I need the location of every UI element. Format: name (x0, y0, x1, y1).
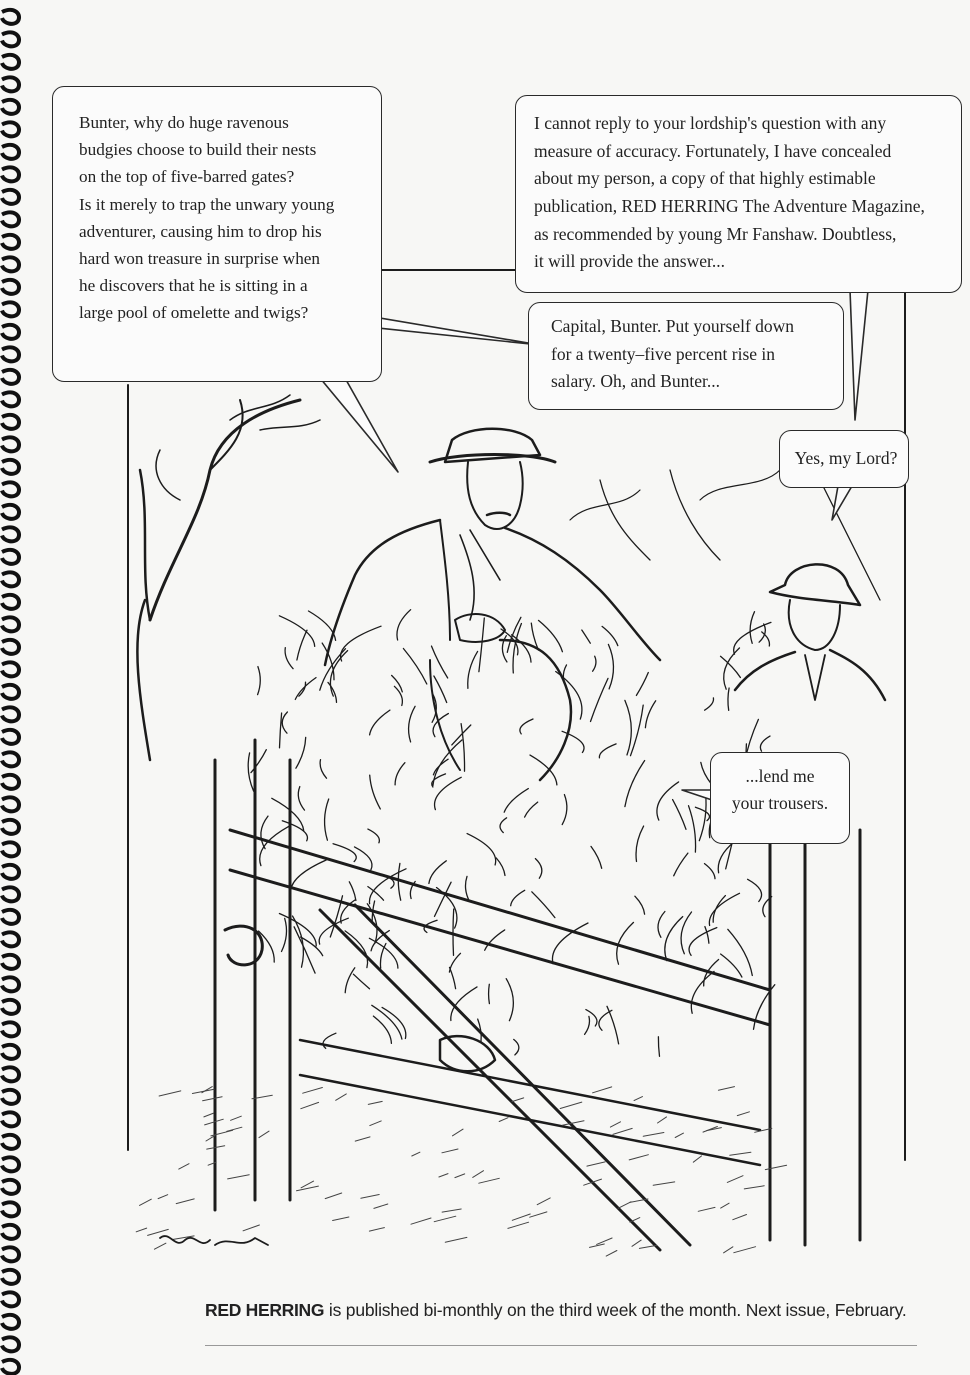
bubble-line: adventurer, causing him to drop his (79, 221, 322, 241)
publication-note (205, 1300, 925, 1321)
ground-hatch (639, 1245, 656, 1248)
ground-hatch (730, 1152, 751, 1155)
ground-hatch (537, 1198, 550, 1205)
ground-hatch (606, 1251, 617, 1257)
bubble-line: I cannot reply to your lordship's question with any (534, 113, 887, 133)
bush-stroke (552, 923, 588, 964)
ground-hatch (718, 1087, 734, 1091)
ground-hatch (634, 1097, 642, 1101)
bubble-line: he discovers that he is sitting in a (79, 276, 308, 296)
bush-stroke (280, 713, 282, 748)
footer-divider (205, 1345, 917, 1346)
ground-hatch (734, 1247, 756, 1253)
bush-stroke (721, 954, 742, 977)
ground-hatch (154, 1243, 166, 1249)
ground-hatch (434, 1216, 456, 1222)
brand-name: RED HERRING (205, 1300, 325, 1320)
bush-stroke (432, 646, 448, 678)
ground-hatch (336, 1094, 347, 1100)
bush-stroke (636, 826, 644, 861)
bush-stroke (496, 858, 505, 876)
bush-stroke (370, 775, 381, 809)
ground-hatch (727, 1176, 743, 1183)
bush-stroke (341, 626, 381, 661)
ground-hatch (361, 1195, 379, 1199)
ground-hatch (508, 1222, 529, 1228)
bubble-line: about my person, a copy of that highly estimable (534, 168, 876, 189)
ground-hatch (512, 1214, 530, 1220)
ground-hatch (301, 1102, 319, 1108)
bush-stroke (514, 1039, 519, 1055)
publication-schedule: is published bi-monthly on the third week of the month. Next issue, February. (324, 1300, 907, 1320)
ground-hatch (744, 1186, 764, 1189)
bubble-line: on the top of five-barred gates? (79, 167, 295, 187)
bush-stroke (532, 892, 555, 918)
bush-stroke (333, 844, 356, 862)
ground-hatch (243, 1225, 259, 1231)
bush-stroke (593, 656, 596, 671)
ground-hatch (698, 1207, 715, 1211)
bush-stroke (449, 953, 460, 972)
bush-stroke (468, 651, 478, 688)
bush-stroke (713, 896, 725, 923)
bush-stroke (429, 861, 446, 884)
bubble-line: Capital, Bunter. Put yourself down (551, 316, 795, 336)
ground-hatch (442, 1209, 461, 1212)
bush-stroke (298, 787, 304, 811)
bush-stroke (525, 802, 538, 817)
ground-hatch (499, 1118, 508, 1122)
ground-hatch (587, 1162, 605, 1166)
bush-stroke (636, 673, 648, 696)
bubble-line: for a twenty–five percent rise in (551, 343, 776, 364)
ground-hatch (192, 1089, 214, 1093)
bush-stroke (520, 719, 533, 734)
bubble-line: Is it merely to trap the unwary young (79, 194, 335, 214)
ground-hatch (370, 1121, 381, 1126)
bush-stroke (591, 846, 602, 868)
bush-stroke (282, 918, 287, 951)
ground-hatch (455, 1174, 465, 1178)
bubble-line: as recommended by young Mr Fanshaw. Doubtless, (534, 223, 897, 244)
ground-hatch (613, 1128, 632, 1134)
ground-hatch (333, 1217, 349, 1221)
bubble-line: measure of accuracy. Fortunately, I have concealed (534, 140, 892, 161)
ground-hatch (259, 1131, 269, 1138)
bush-stroke (728, 688, 729, 710)
ground-hatch (411, 1218, 431, 1224)
bush-stroke (748, 879, 762, 901)
ground-hatch (355, 1137, 370, 1141)
ground-hatch (479, 1178, 500, 1183)
ground-hatch (228, 1175, 250, 1179)
ground-hatch (593, 1087, 612, 1093)
bush-stroke (403, 649, 426, 685)
ground-hatch (721, 1203, 729, 1208)
ground-hatch (618, 1202, 631, 1209)
bush-stroke (435, 777, 462, 809)
bush-stroke (461, 724, 464, 772)
ground-hatch (231, 1116, 242, 1120)
bush-stroke (689, 928, 717, 956)
bush-stroke (631, 705, 644, 756)
bush-stroke (479, 618, 484, 672)
ground-hatch (439, 1174, 448, 1177)
bush-stroke (705, 698, 714, 710)
ground-hatch (204, 1113, 214, 1117)
ground-hatch (369, 1228, 384, 1232)
ground-hatch (445, 1237, 467, 1242)
ground-hatch (301, 1181, 314, 1188)
bush-stroke (562, 795, 567, 825)
bush-stroke (506, 979, 513, 1021)
bush-stroke (705, 864, 716, 879)
bush-stroke (370, 710, 390, 735)
ground-hatch (560, 1102, 582, 1108)
bubble-line: Bunter, why do huge ravenous (79, 113, 289, 132)
bubble-line: hard won treasure in surprise when (79, 248, 321, 268)
ground-hatch (412, 1152, 420, 1156)
bush-stroke (695, 807, 709, 820)
bubble-line: budgies choose to build their nests (79, 140, 317, 160)
ground-hatch (227, 1127, 242, 1131)
bush-stroke (261, 816, 268, 849)
ground-hatch (368, 1101, 382, 1104)
bush-stroke (658, 1037, 659, 1057)
speech-bubble-bunter-yes (779, 430, 909, 488)
bush-stroke (673, 800, 686, 830)
speech-bubble-bunter-reply (515, 95, 962, 293)
ground-hatch (658, 1117, 667, 1123)
bush-stroke (272, 798, 304, 830)
bush-stroke (582, 630, 591, 643)
bush-stroke (297, 630, 307, 660)
ground-hatch (765, 1165, 786, 1169)
bush-stroke (530, 755, 557, 785)
ground-hatch (733, 1215, 747, 1220)
bush-stroke (345, 968, 355, 993)
bush-stroke (433, 714, 448, 737)
bubble-line: your trousers. (731, 793, 829, 814)
ground-hatch (512, 1098, 524, 1102)
bush-stroke (467, 834, 496, 865)
ground-hatch (675, 1133, 683, 1137)
bubble-line: publication, RED HERRING The Adventure Magazine, (534, 195, 925, 216)
bush-stroke (657, 782, 679, 820)
bush-stroke (285, 648, 293, 669)
bush-stroke (762, 632, 770, 646)
ground-hatch (629, 1155, 648, 1160)
bush-stroke (645, 701, 655, 728)
bush-stroke (539, 620, 563, 651)
ground-hatch (473, 1171, 484, 1178)
bush-stroke (602, 626, 618, 645)
ground-hatch (374, 1204, 388, 1208)
bush-stroke (625, 700, 631, 755)
bush-stroke (500, 818, 507, 833)
bush-stroke (635, 896, 645, 914)
bush-stroke (760, 736, 770, 751)
bush-stroke (320, 760, 326, 779)
bush-stroke (674, 853, 688, 876)
ground-hatch (179, 1164, 189, 1169)
bush-stroke (368, 829, 379, 843)
ground-hatch (203, 1097, 223, 1101)
bush-stroke (251, 750, 266, 773)
speech-bubble-lord-raise (528, 302, 844, 410)
bush-stroke (450, 967, 456, 988)
ground-hatch (643, 1133, 664, 1137)
bush-stroke (353, 974, 369, 989)
ground-hatch (632, 1240, 641, 1246)
bush-stroke (658, 912, 665, 938)
bush-stroke (724, 648, 740, 689)
ground-hatch (136, 1228, 147, 1232)
bush-stroke (504, 789, 528, 813)
ground-hatch (693, 1156, 701, 1162)
bush-stroke (395, 763, 405, 785)
bush-stroke (617, 922, 634, 964)
ground-hatch (303, 1088, 323, 1094)
ground-hatch (653, 1182, 675, 1185)
bush-stroke (699, 793, 706, 840)
ground-hatch (442, 1149, 458, 1153)
bush-stroke (599, 744, 616, 758)
bush-stroke (728, 929, 753, 975)
bush-stroke (258, 667, 261, 695)
bush-stroke (325, 799, 329, 840)
bush-stroke (689, 806, 696, 852)
bush-stroke (465, 876, 469, 901)
bush-stroke (397, 610, 411, 640)
bush-stroke (373, 1016, 391, 1043)
bush-stroke (591, 678, 609, 721)
bush-stroke (750, 612, 754, 644)
bush-stroke (349, 882, 356, 901)
ground-hatch (159, 1091, 181, 1096)
bubble-line: large pool of omelette and twigs? (79, 303, 309, 323)
ground-hatch (148, 1229, 169, 1235)
speech-bubble-lord-trousers (710, 752, 850, 844)
bush-stroke (282, 712, 287, 733)
bush-stroke (279, 616, 314, 647)
ground-hatch (158, 1195, 168, 1199)
bush-stroke (511, 890, 525, 905)
bush-stroke (665, 917, 683, 961)
bush-stroke (705, 927, 709, 944)
bubble-line: Yes, my Lord? (794, 448, 898, 468)
ground-hatch (140, 1199, 152, 1205)
ground-hatch (325, 1193, 342, 1199)
ground-hatch (610, 1122, 620, 1127)
bush-stroke (453, 909, 454, 955)
speech-bubble-lord-question (52, 86, 382, 382)
bush-stroke (409, 706, 416, 742)
ground-hatch (724, 1247, 733, 1253)
bush-stroke (625, 761, 645, 807)
bubble-line: ...lend me (745, 766, 815, 786)
ground-hatch (597, 1238, 613, 1244)
bush-stroke (585, 1016, 590, 1034)
ground-hatch (453, 1129, 464, 1136)
ground-hatch (530, 1212, 547, 1217)
bush-stroke (535, 859, 541, 879)
bubble-line: it will provide the answer... (534, 251, 726, 272)
bush-stroke (434, 676, 447, 703)
ground-hatch (737, 1112, 749, 1116)
bush-stroke (709, 893, 739, 925)
bush-stroke (608, 644, 613, 689)
ground-hatch (176, 1199, 194, 1204)
bush-stroke (296, 737, 306, 768)
bush-stroke (489, 984, 490, 1003)
bubble-line: salary. Oh, and Bunter... (551, 371, 720, 392)
ground-hatch (297, 1186, 319, 1191)
bush-stroke (586, 1010, 597, 1026)
